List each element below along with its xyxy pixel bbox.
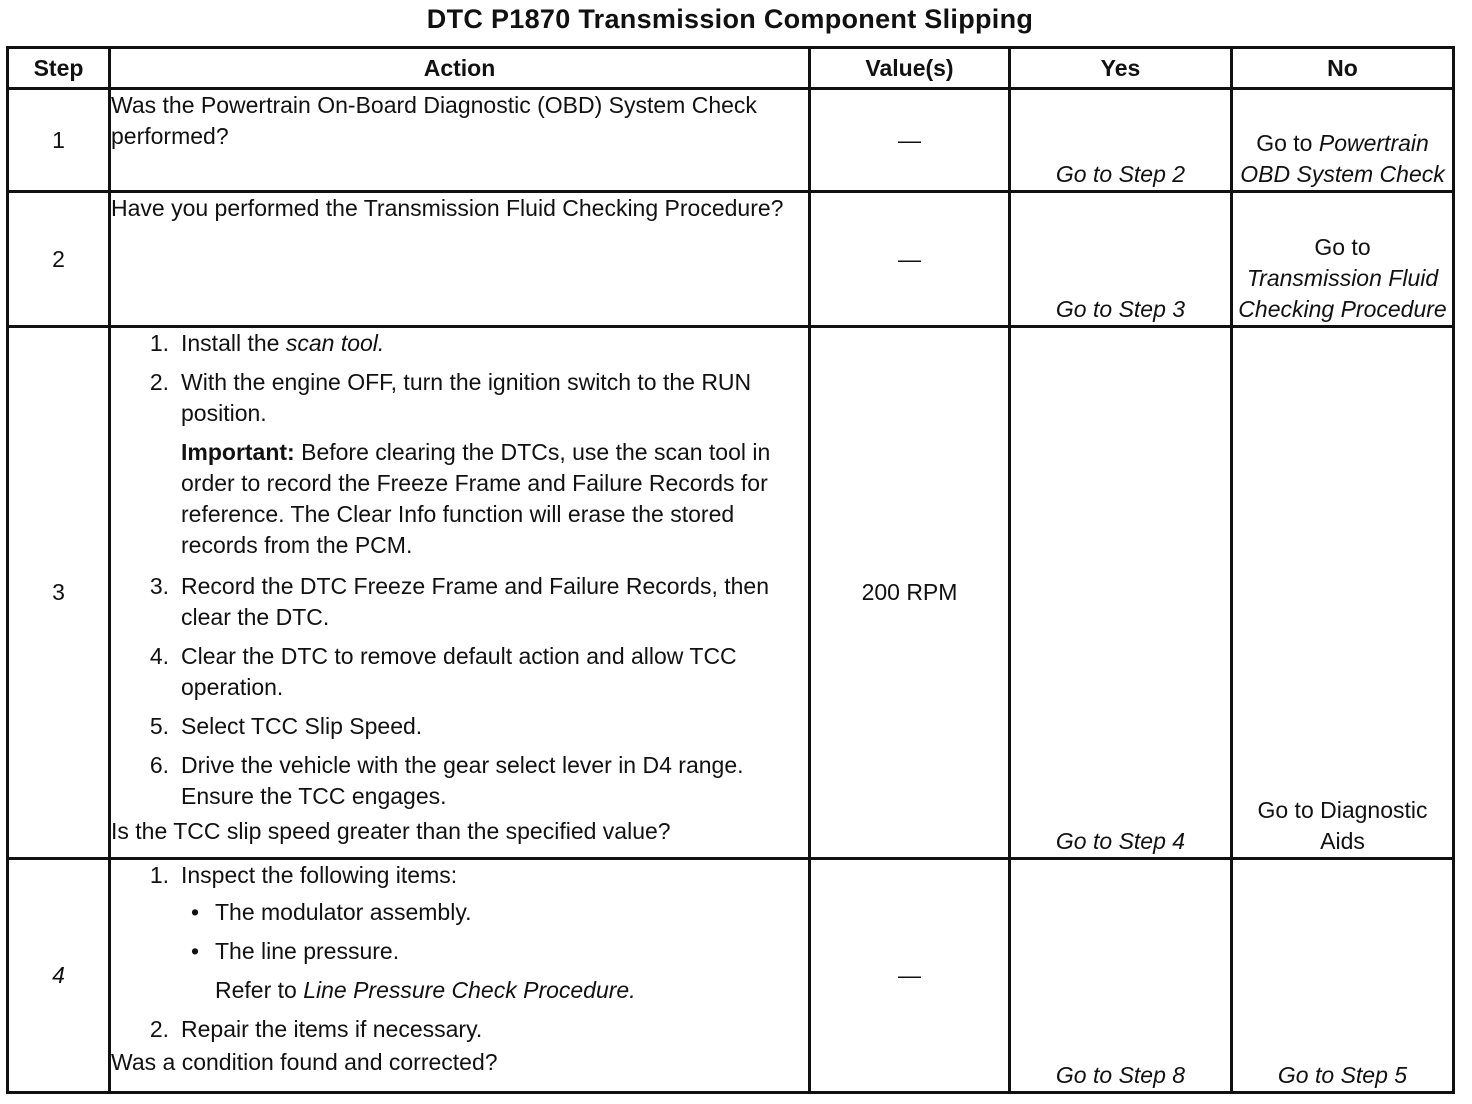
value-cell: —	[810, 859, 1010, 1093]
important-label: Important:	[181, 439, 295, 465]
list-item	[111, 641, 808, 703]
procedure-list	[111, 328, 808, 429]
header-values: Value(s)	[810, 48, 1010, 89]
item-number: 2.	[149, 1016, 169, 1042]
item-text: Repair the items if necessary.	[181, 1016, 483, 1042]
item-number: 1.	[149, 330, 169, 356]
procedure-link[interactable]: Line Pressure Check Procedure.	[303, 977, 636, 1003]
no-cell[interactable]	[1232, 192, 1454, 327]
question-text: Is the TCC slip speed greater than the specified value?	[111, 818, 671, 844]
header-action: Action	[110, 48, 810, 89]
list-item	[111, 860, 808, 891]
action-text: Have you performed the Transmission Fluid Checking Procedure?	[111, 195, 784, 221]
bullet-icon: •	[191, 899, 200, 925]
procedure-list	[111, 1014, 808, 1045]
page-title: DTC P1870 Transmission Component Slipping	[426, 4, 1034, 34]
diagnostic-table	[6, 46, 1455, 1094]
step-number: 4	[8, 859, 110, 1093]
no-prefix: Go to	[1256, 130, 1319, 156]
action-cell	[110, 89, 810, 192]
item-number: 3.	[149, 573, 169, 599]
header-yes: Yes	[1010, 48, 1232, 89]
value-cell: —	[810, 192, 1010, 327]
list-item	[111, 328, 808, 359]
bullet-text: The line pressure.	[215, 938, 400, 964]
item-number: 2.	[149, 369, 169, 395]
bullet-item	[111, 897, 808, 928]
bullet-item	[111, 936, 808, 967]
item-text: Install the	[181, 330, 286, 356]
no-link[interactable]: Go to Diagnostic Aids	[1232, 327, 1454, 859]
value-cell: 200 RPM	[810, 327, 1010, 859]
item-number: 6.	[149, 752, 169, 778]
item-number: 1.	[149, 862, 169, 888]
item-number: 4.	[149, 643, 169, 669]
no-cell[interactable]	[1232, 89, 1454, 192]
action-cell	[110, 192, 810, 327]
important-note	[111, 437, 808, 561]
no-link[interactable]: Go to Step 5	[1232, 859, 1454, 1093]
procedure-list	[111, 860, 808, 891]
action-text: Was the Powertrain On-Board Diagnostic (OBD) System Check performed?	[111, 92, 757, 149]
reference-note	[111, 975, 808, 1006]
table-header-row	[8, 48, 1454, 89]
item-number: 5.	[149, 713, 169, 739]
step-number: 1	[8, 89, 110, 192]
no-link[interactable]: Powertrain OBD System Check	[1240, 130, 1445, 187]
header-step: Step	[8, 48, 110, 89]
scan-tool-link[interactable]: scan tool.	[285, 330, 385, 356]
item-text: Clear the DTC to remove default action and allow TCC operation.	[181, 643, 737, 700]
item-text: Drive the vehicle with the gear select lever in D4 range. Ensure the TCC engages.	[181, 752, 744, 809]
item-text: Inspect the following items:	[181, 862, 458, 888]
bullet-text: The modulator assembly.	[215, 899, 472, 925]
list-item	[111, 1014, 808, 1045]
yes-link[interactable]: Go to Step 2	[1010, 89, 1232, 192]
yes-link[interactable]: Go to Step 4	[1010, 327, 1232, 859]
procedure-list	[111, 571, 808, 812]
value-cell: —	[810, 89, 1010, 192]
item-text: Record the DTC Freeze Frame and Failure Records, then clear the DTC.	[181, 573, 770, 630]
yes-link[interactable]: Go to Step 3	[1010, 192, 1232, 327]
table-row	[8, 859, 1454, 1093]
no-prefix: Go to	[1314, 234, 1371, 260]
action-cell	[110, 327, 810, 859]
step-number: 3	[8, 327, 110, 859]
no-link[interactable]: Transmission Fluid Checking Procedure	[1238, 265, 1447, 322]
refer-prefix: Refer to	[215, 977, 304, 1003]
table-row	[8, 327, 1454, 859]
step-number: 2	[8, 192, 110, 327]
question-text: Was a condition found and corrected?	[111, 1049, 498, 1075]
list-item	[111, 711, 808, 742]
item-text: Select TCC Slip Speed.	[181, 713, 423, 739]
table-row	[8, 89, 1454, 192]
table-row	[8, 192, 1454, 327]
action-cell	[110, 859, 810, 1093]
bullet-icon: •	[191, 938, 200, 964]
list-item	[111, 750, 808, 812]
item-text: With the engine OFF, turn the ignition switch to the RUN position.	[181, 369, 752, 426]
bullet-list	[111, 897, 808, 967]
list-item	[111, 367, 808, 429]
important-text: Before clearing the DTCs, use the scan tool in order to record the Freeze Frame and Failure Records for reference. The Clear Info function will erase the stored records from the PCM.	[181, 439, 771, 558]
yes-link[interactable]: Go to Step 8	[1010, 859, 1232, 1093]
header-no: No	[1232, 48, 1454, 89]
list-item	[111, 571, 808, 633]
